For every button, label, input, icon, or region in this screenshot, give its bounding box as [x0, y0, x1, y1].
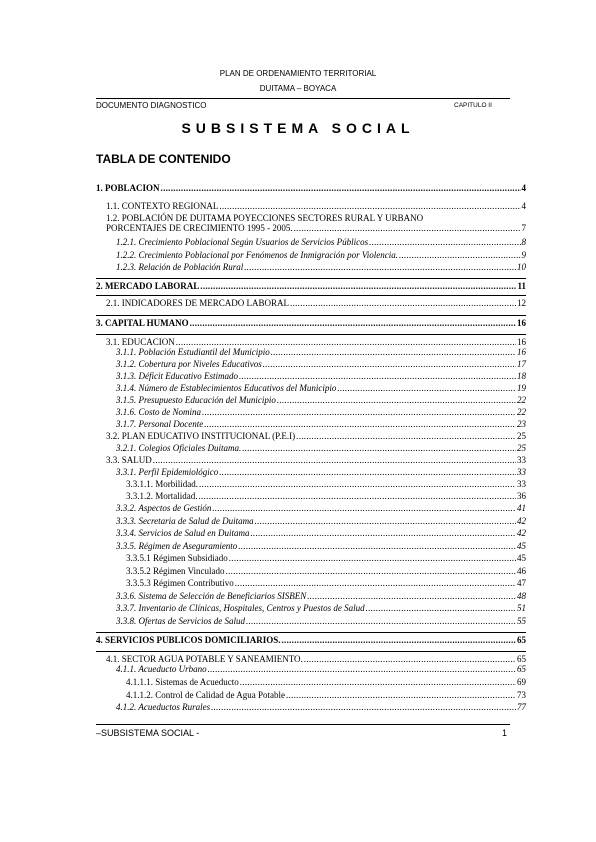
page-number: 1 — [502, 728, 508, 738]
toc-entry-poblacion-duitama[interactable] — [96, 213, 526, 235]
toc-entry-sisben[interactable]: 3.3.6. Sistema de Selección de Beneficiarios SISBEN ..... 48 — [96, 591, 526, 603]
toc-entry-colegios[interactable]: 3.2.1. Colegios Oficiales Duitama. ..... 25 — [96, 443, 526, 455]
footer-divider — [96, 724, 510, 725]
toc-entry-line1: 1.2. POBLACIÓN DE DUITAMA POYECCIONES SECTORES RURAL Y URBANO — [106, 213, 424, 223]
footer-section-name: –SUBSISTEMA SOCIAL - — [96, 728, 200, 738]
toc-entry-mercado-laboral[interactable]: 2. MERCADO LABORAL ..... 11 — [96, 278, 526, 295]
toc-entry-deficit[interactable]: 3.1.3. Déficit Educativo Estimado ..... 18 — [96, 371, 526, 383]
toc-entry-personal-docente[interactable]: 3.1.7. Personal Docente ..... 23 — [96, 419, 526, 431]
toc-entry-servicios-publicos[interactable]: 4. SERVICIOS PUBLICOS DOMICILIARIOS. ..... 65 — [96, 632, 526, 649]
toc-entry-acueductos-rurales[interactable]: 4.1.2. Acueductos Rurales ..... 77 — [96, 702, 526, 714]
toc-heading: TABLA DE CONTENIDO — [96, 152, 231, 166]
document-header-row — [96, 98, 510, 111]
toc-entry-poblacion[interactable]: 1. POBLACION ..... 4 — [96, 183, 526, 195]
toc-entry-regimen-aseguramiento[interactable]: 3.3.5. Régimen de Aseguramiento ..... 45 — [96, 541, 526, 553]
toc-entry-capital-humano[interactable]: 3. CAPITAL HUMANO ..... 16 — [96, 315, 526, 332]
toc-entry-control-calidad[interactable]: 4.1.1.2. Control de Calidad de Agua Potable ..... 73 — [96, 690, 526, 702]
header-plan-title: PLAN DE ORDENAMIENTO TERRITORIAL — [219, 69, 377, 78]
toc-entry-crecimiento-servicios[interactable]: 1.2.1. Crecimiento Poblacional Según Usuarios de Servicios Públicos ..... 8 — [96, 237, 526, 249]
toc-entry-regimen-subsidiado[interactable]: 3.3.5.1 Régimen Subsidiado ..... 45 — [96, 553, 526, 565]
toc-entry-poblacion-rural[interactable]: 1.2.3. Relación de Población Rural ..... 10 — [96, 262, 526, 274]
toc-entry-secretaria-salud[interactable]: 3.3.3. Secretaria de Salud de Duitama ..... 42 — [96, 516, 526, 528]
toc-entry-morbilidad[interactable]: 3.3.1.1. Morbilidad. ..... 33 — [96, 479, 526, 491]
toc-entry-salud[interactable]: 3.3. SALUD ..... 33 — [96, 455, 526, 467]
toc-entry-pei[interactable]: 3.2. PLAN EDUCATIVO INSTITUCIONAL (P.E.I) ..... 25 — [96, 431, 526, 443]
toc-entry-inventario-clinicas[interactable]: 3.3.7. Inventario de Clínicas, Hospitales, Centros y Puestos de Salud ..... 51 — [96, 603, 526, 615]
toc-entry-costo-nomina[interactable]: 3.1.6. Costo de Nomina ..... 22 — [96, 407, 526, 419]
toc-entry-establecimientos[interactable]: 3.1.4. Número de Establecimientos Educativos del Municipio ..... 19 — [96, 383, 526, 395]
toc-entry-line2: PORCENTAJES DE CRECIMIENTO 1995 - 2005. ..... 7 — [106, 223, 526, 235]
toc-entry-ofertas-salud[interactable]: 3.3.8. Ofertas de Servicios de Salud ..... 55 — [96, 616, 526, 628]
toc-entry-acueducto-urbano[interactable]: 4.1.1. Acueducto Urbano ..... 65 — [96, 664, 526, 676]
toc-entry-servicios-salud[interactable]: 3.3.4. Servicios de Salud en Duitama ..... 42 — [96, 528, 526, 540]
toc-entry-agua-potable[interactable]: 4.1. SECTOR AGUA POTABLE Y SANEAMIENTO. ..... 65 — [96, 651, 526, 666]
toc-entry-mortalidad[interactable]: 3.3.1.2. Mortalidad. ..... 36 — [96, 491, 526, 503]
toc-entry-crecimiento-inmigracion[interactable]: 1.2.2. Crecimiento Poblacional por Fenómenos de Inmigración por Violencia. ..... 9 — [96, 250, 526, 262]
toc-entry-educacion[interactable]: 3.1. EDUCACION ..... 16 — [96, 334, 526, 349]
toc-entry-aspectos-gestion[interactable]: 3.3.2. Aspectos de Gestión ..... 41 — [96, 503, 526, 515]
toc-entry-sistemas-acueducto[interactable]: 4.1.1.1. Sistemas de Acueducto ..... 69 — [96, 677, 526, 689]
toc-entry-perfil-epidemiologico[interactable]: 3.3.1. Perfil Epidemiológico ..... 33 — [96, 467, 526, 479]
toc-entry-presupuesto[interactable]: 3.1.5. Presupuesto Educación del Municipio ..... 22 — [96, 395, 526, 407]
toc-entry-indicadores[interactable]: 2.1. INDICADORES DE MERCADO LABORAL ..... 12 — [96, 295, 526, 312]
toc-entry-regimen-vinculado[interactable]: 3.3.5.2 Régimen Vinculado ..... 46 — [96, 566, 526, 578]
toc-entry-contexto-regional[interactable]: 1.1. CONTEXTO REGIONAL ..... 4 — [96, 201, 526, 213]
page-title: SUBSISTEMA SOCIAL — [181, 120, 415, 136]
header-location: DUITAMA – BOYACA — [259, 84, 337, 93]
toc-entry-regimen-contributivo[interactable]: 3.3.5.3 Régimen Contributivo ..... 47 — [96, 578, 526, 590]
document-label: DOCUMENTO DIAGNOSTICO — [96, 101, 207, 110]
toc-entry-cobertura[interactable]: 3.1.2. Cobertura por Niveles Educativos ..... 17 — [96, 359, 526, 371]
chapter-label: CAPITULO II — [454, 102, 492, 109]
toc-entry-poblacion-estudiantil[interactable]: 3.1.1. Población Estudiantil del Municipio ..... 16 — [96, 347, 526, 359]
